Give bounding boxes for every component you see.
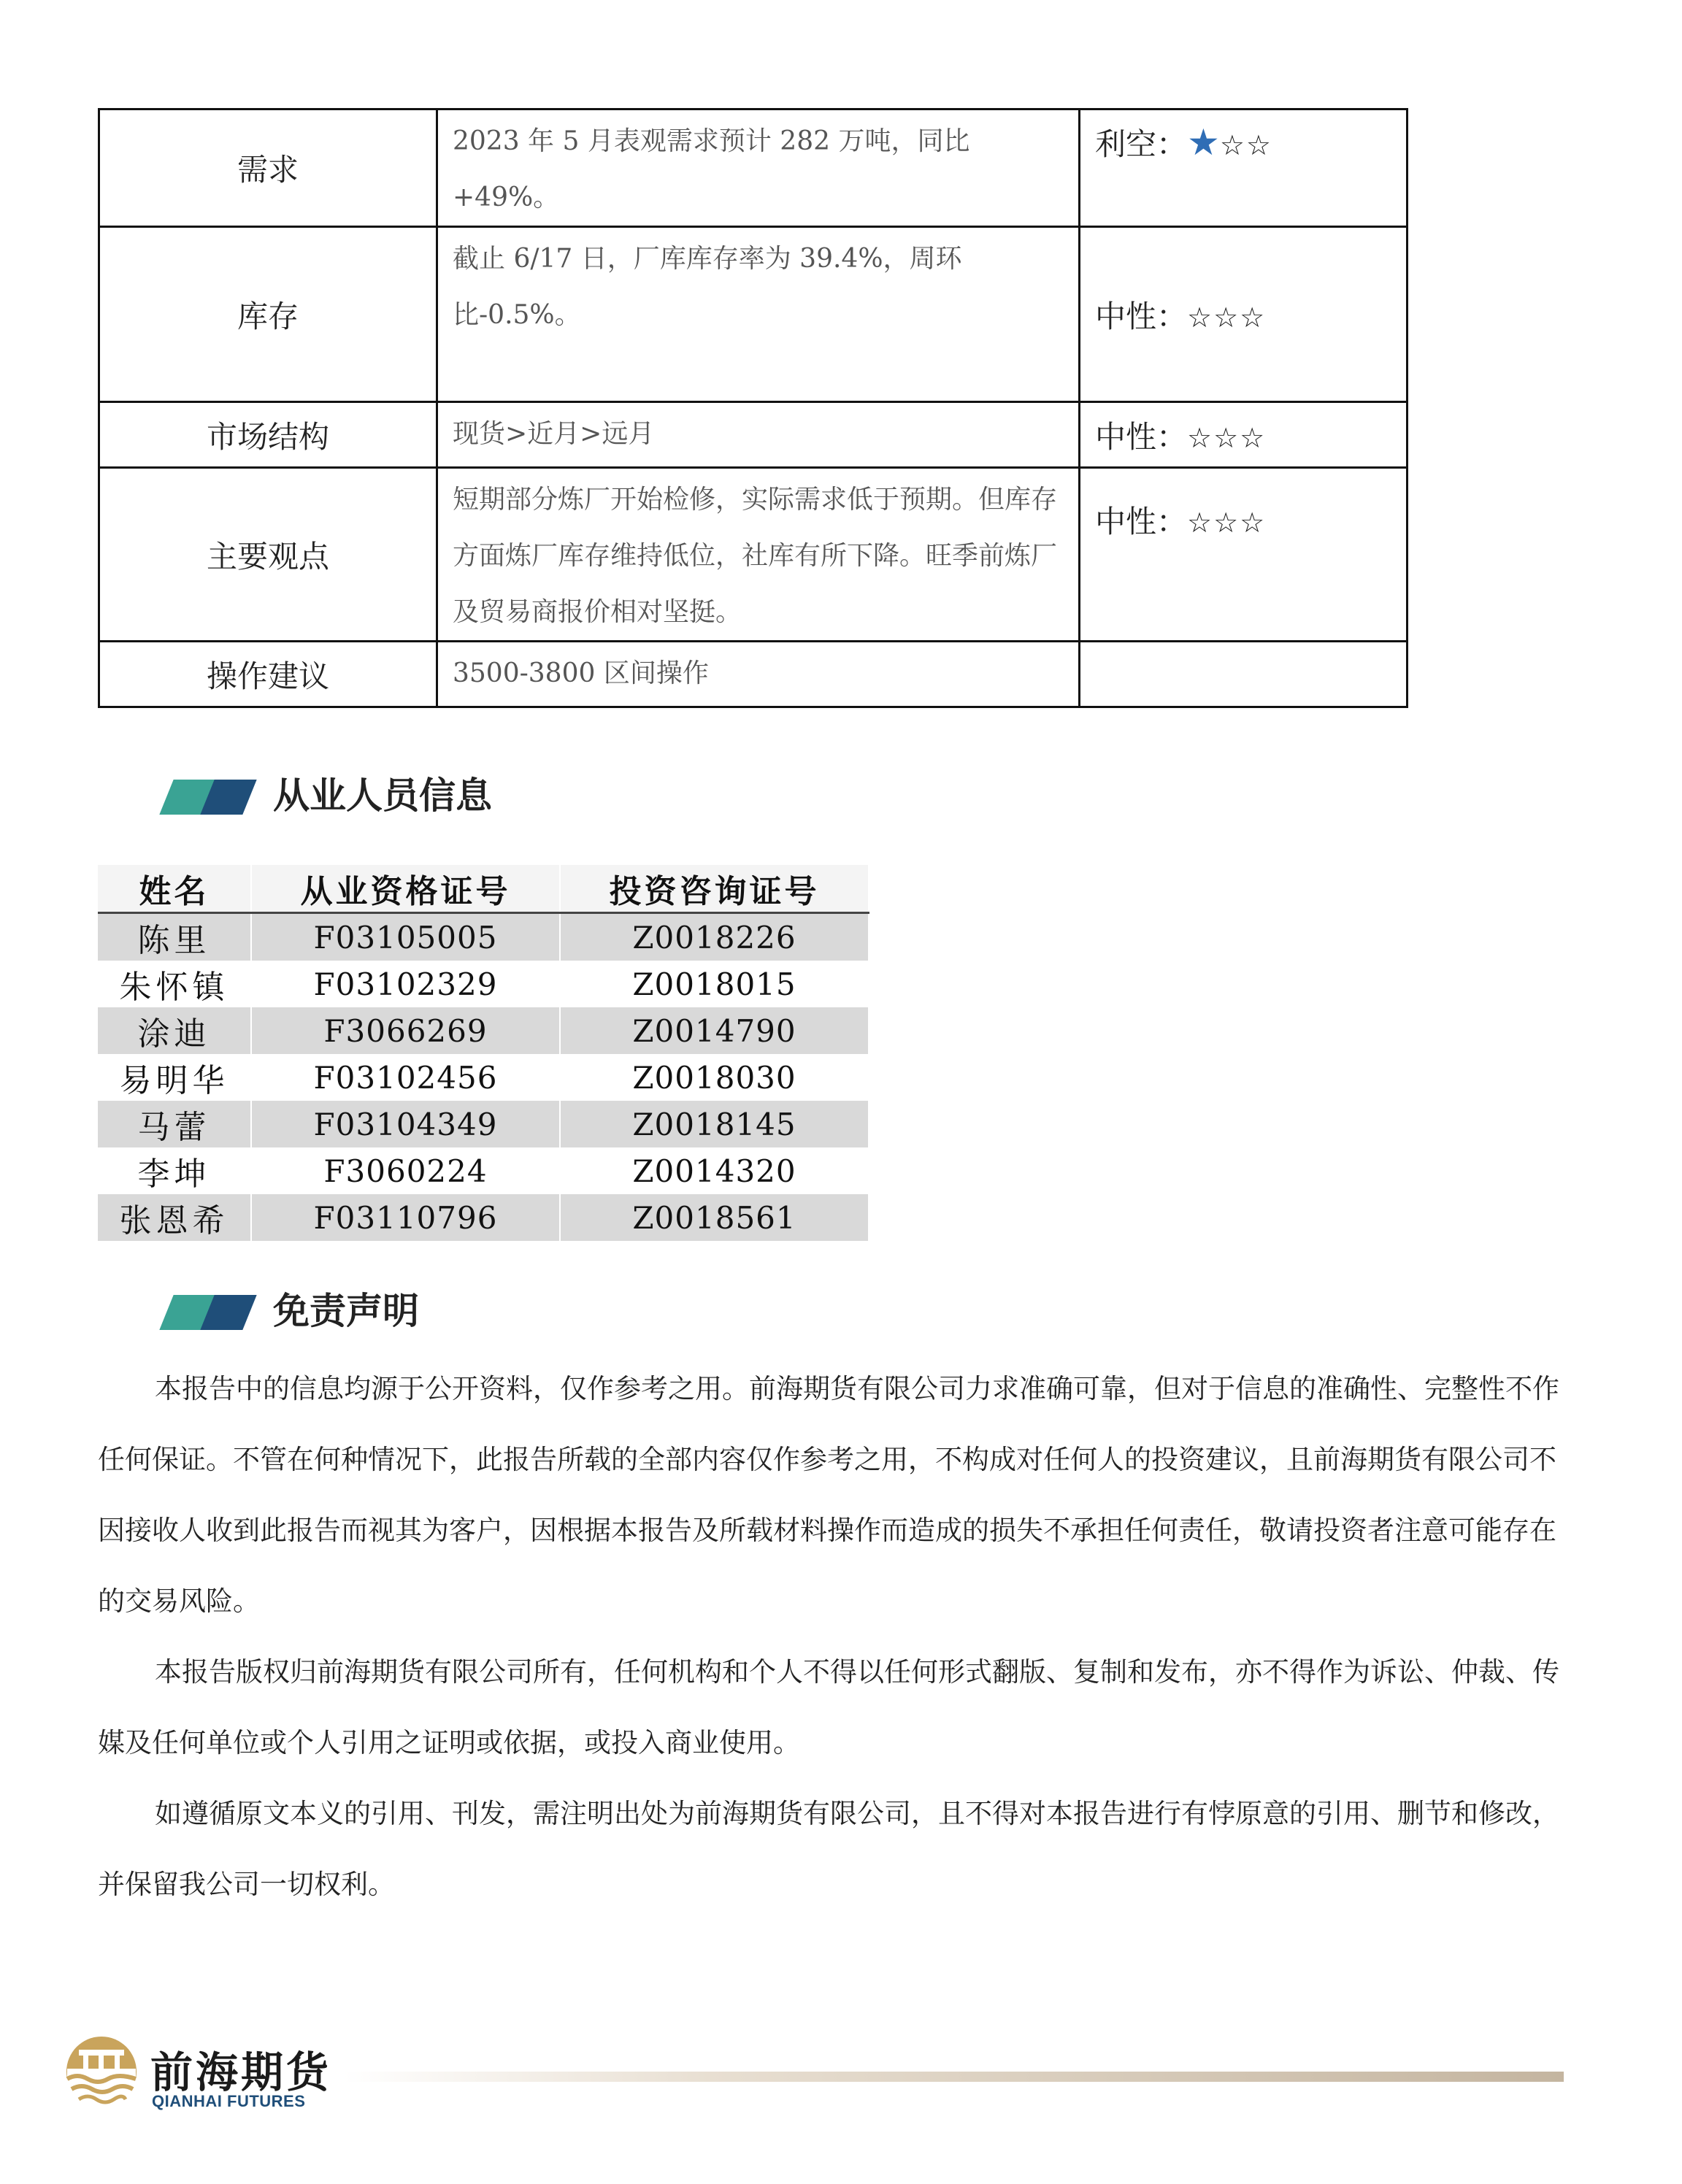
analysis-row: [99, 468, 1408, 642]
analysis-row-rating: [1080, 109, 1408, 227]
staff-qualification-number: F03102456: [251, 1054, 560, 1101]
analysis-row: [99, 227, 1408, 402]
staff-name: 易明华: [98, 1054, 251, 1101]
staff-qualification-number: F03110796: [251, 1194, 560, 1241]
footer-divider-line: [343, 2072, 1564, 2082]
analysis-row-rating: [1080, 402, 1408, 468]
staff-consulting-number: Z0018030: [560, 1054, 869, 1101]
star-empty-icon: ☆: [1240, 507, 1267, 539]
analysis-row-content: 截止 6/17 日，厂库库存率为 39.4%，周环比-0.5%。: [437, 227, 1080, 402]
star-empty-icon: ☆: [1245, 129, 1272, 161]
staff-table-header-row: [98, 865, 869, 913]
staff-header-name: 姓名: [98, 865, 251, 913]
star-empty-icon: ☆: [1187, 422, 1214, 454]
star-empty-icon: ☆: [1187, 301, 1214, 334]
staff-table-row: [98, 1101, 869, 1147]
rating-label: 利空：: [1095, 126, 1188, 162]
staff-consulting-number: Z0014320: [560, 1147, 869, 1194]
staff-qualification-number: F03104349: [251, 1101, 560, 1147]
star-empty-icon: ☆: [1240, 422, 1267, 454]
analysis-table: [98, 108, 1408, 708]
star-empty-icon: ☆: [1213, 507, 1240, 539]
staff-table: [98, 865, 869, 1241]
rating-label: 中性：: [1095, 298, 1188, 334]
staff-qualification-number: F03102329: [251, 961, 560, 1007]
star-filled-icon: ★: [1187, 121, 1220, 164]
analysis-row-label: 库存: [99, 227, 437, 402]
staff-section-title: 从业人员信息: [273, 774, 492, 817]
analysis-row-content: 3500-3800 区间操作: [437, 642, 1080, 707]
disclaimer-section-title: 免责声明: [273, 1290, 419, 1332]
star-empty-icon: ☆: [1187, 507, 1214, 539]
analysis-row-rating: [1080, 227, 1408, 402]
disclaimer-paragraph: 如遵循原文本义的引用、刊发，需注明出处为前海期货有限公司，且不得对本报告进行有悖原意的引用、删节和修改，并保留我公司一切权利。: [98, 1798, 1559, 1900]
company-logo: [63, 2035, 332, 2123]
staff-name: 朱怀镇: [98, 961, 251, 1007]
staff-consulting-number: Z0018561: [560, 1194, 869, 1241]
star-empty-icon: ☆: [1213, 301, 1240, 334]
staff-qualification-number: F3066269: [251, 1007, 560, 1054]
staff-table-row: [98, 961, 869, 1007]
star-empty-icon: ☆: [1213, 422, 1240, 454]
analysis-row-rating: [1080, 642, 1408, 707]
analysis-row-label: 市场结构: [99, 402, 437, 468]
staff-consulting-number: Z0018145: [560, 1101, 869, 1147]
analysis-row-label: 需求: [99, 109, 437, 227]
staff-consulting-number: Z0018015: [560, 961, 869, 1007]
staff-table-row: [98, 913, 869, 961]
staff-name: 马蕾: [98, 1101, 251, 1147]
disclaimer-body: [98, 1353, 1572, 1920]
staff-name: 陈里: [98, 913, 251, 961]
logo-chinese-name: 前海期货: [150, 2048, 332, 2097]
analysis-row-label: 操作建议: [99, 642, 437, 707]
staff-consulting-number: Z0014790: [560, 1007, 869, 1054]
staff-header-qualification: 从业资格证号: [251, 865, 560, 913]
analysis-row: [99, 109, 1408, 227]
staff-table-image: [98, 865, 869, 1239]
rating-label: 中性：: [1095, 504, 1188, 539]
analysis-row: [99, 642, 1408, 707]
staff-name: 涂迪: [98, 1007, 251, 1054]
analysis-row-label: 主要观点: [99, 468, 437, 642]
logo-emblem-icon: [63, 2035, 140, 2112]
analysis-row-content: 现货>近月>远月: [437, 402, 1080, 468]
staff-consulting-number: Z0018226: [560, 913, 869, 961]
analysis-row: [99, 402, 1408, 468]
staff-qualification-number: F3060224: [251, 1147, 560, 1194]
staff-header-consulting: 投资咨询证号: [560, 865, 869, 913]
disclaimer-paragraph: 本报告版权归前海期货有限公司所有，任何机构和个人不得以任何形式翻版、复制和发布，亦不得作为诉讼、仲裁、传媒及任何单位或个人引用之证明或依据，或投入商业使用。: [98, 1656, 1559, 1758]
staff-table-row: [98, 1054, 869, 1101]
analysis-row-content: 2023 年 5 月表观需求预计 282 万吨，同比+49%。: [437, 109, 1080, 227]
staff-name: 张恩希: [98, 1194, 251, 1241]
staff-table-row: [98, 1147, 869, 1194]
staff-table-row: [98, 1194, 869, 1241]
staff-name: 李坤: [98, 1147, 251, 1194]
logo-english-name: QIANHAI FUTURES: [152, 2092, 306, 2110]
star-empty-icon: ☆: [1240, 301, 1267, 334]
staff-table-row: [98, 1007, 869, 1054]
disclaimer-paragraph: 本报告中的信息均源于公开资料，仅作参考之用。前海期货有限公司力求准确可靠，但对于信息的准确性、完整性不作任何保证。不管在何种情况下，此报告所载的全部内容仅作参考之用，不构成对任何人的投资建议，且前海期货有限公司不因接收人收到此报告而视其为客户，因根据本报告及所载材料操作而造成的损失不承担任何责任，敬请投资者注意可能存在的交易风险。: [98, 1373, 1559, 1617]
analysis-row-content: 短期部分炼厂开始检修，实际需求低于预期。但库存方面炼厂库存维持低位，社库有所下降。旺季前炼厂及贸易商报价相对坚挺。: [437, 468, 1080, 642]
analysis-row-rating: [1080, 468, 1408, 642]
star-empty-icon: ☆: [1219, 129, 1246, 161]
rating-label: 中性：: [1095, 419, 1188, 455]
staff-qualification-number: F03105005: [251, 913, 560, 961]
